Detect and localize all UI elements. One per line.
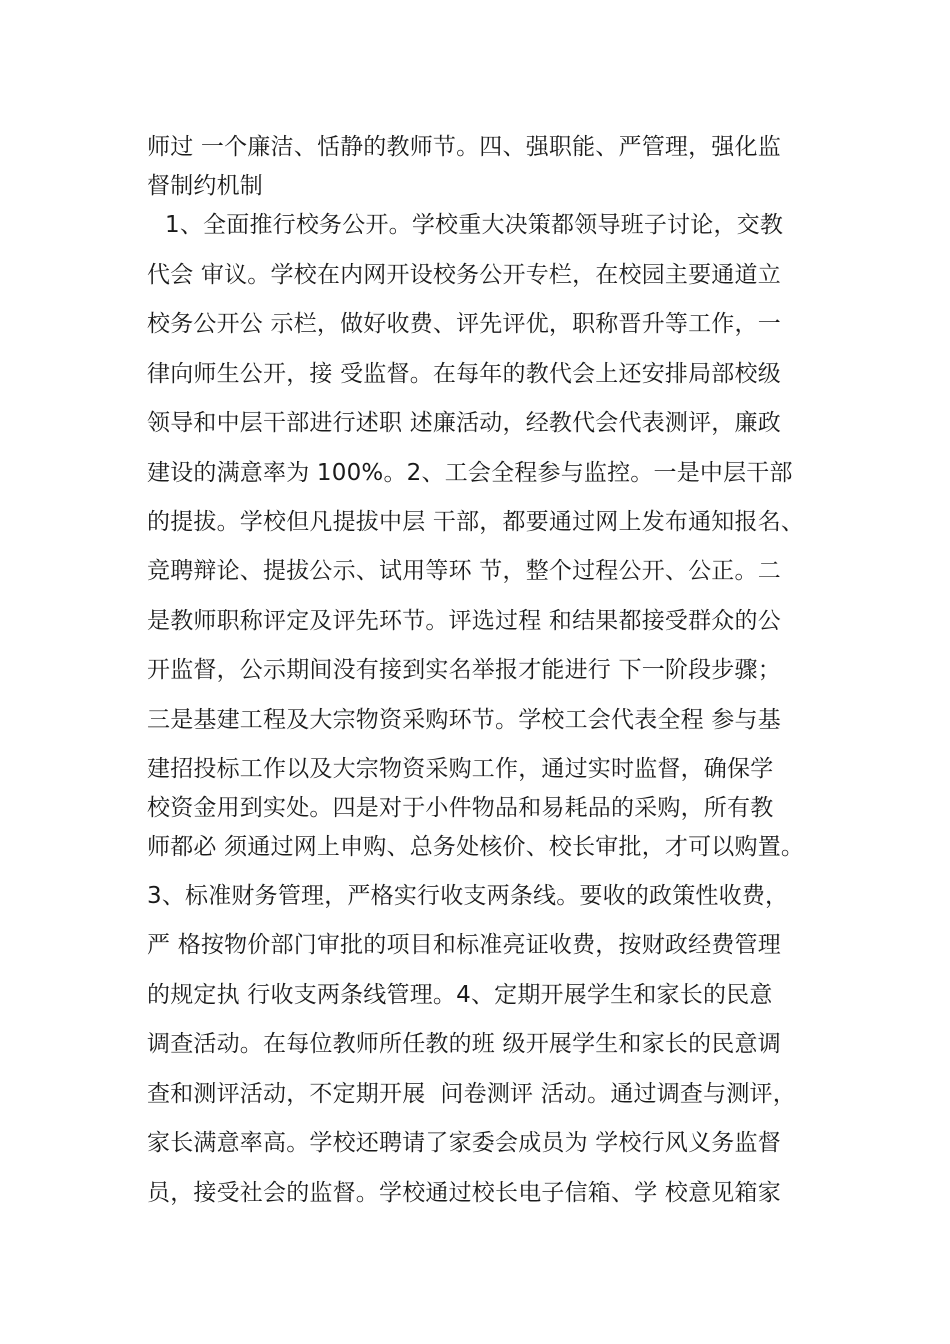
text-line: 查和测评活动，不定期开展 问卷测评 活动。通过调查与测评， xyxy=(147,1081,796,1107)
text-line: 律向师生公开，接 受监督。在每年的教代会上还安排局部校级 xyxy=(147,361,781,387)
text-line: 督制约机制 xyxy=(147,173,263,199)
text-line: 调查活动。在每位教师所任教的班 级开展学生和家长的民意调 xyxy=(147,1031,781,1057)
text-line: 领导和中层干部进行述职 述廉活动，经教代会代表测评，廉政 xyxy=(147,410,781,436)
text-line: 三是基建工程及大宗物资采购环节。学校工会代表全程 参与基 xyxy=(147,707,781,733)
text-line: 1、全面推行校务公开。学校重大决策都领导班子讨论，交教 xyxy=(150,212,784,238)
text-line: 严 格按物价部门审批的项目和标准亮证收费，按财政经费管理 xyxy=(147,932,781,958)
text-line: 建设的满意率为 100%。2、工会全程参与监控。一是中层干部 xyxy=(147,460,793,486)
text-line: 的规定执 行收支两条线管理。4、定期开展学生和家长的民意 xyxy=(147,982,773,1008)
text-line: 师都必 须通过网上申购、总务处核价、校长审批，才可以购置。 xyxy=(147,834,805,860)
text-line: 3、标准财务管理，严格实行收支两条线。要收的政策性收费， xyxy=(147,883,789,909)
text-line: 师过 一个廉洁、恬静的教师节。四、强职能、严管理，强化监 xyxy=(147,134,781,160)
text-line: 校资金用到实处。四是对于小件物品和易耗品的采购，所有教 xyxy=(147,795,774,821)
text-line: 是教师职称评定及评先环节。评选过程 和结果都接受群众的公 xyxy=(147,608,781,634)
text-line: 代会 审议。学校在内网开设校务公开专栏，在校园主要通道立 xyxy=(147,262,781,288)
text-line: 竞聘辩论、提拔公示、试用等环 节，整个过程公开、公正。二 xyxy=(147,558,781,584)
text-line: 家长满意率高。学校还聘请了家委会成员为 学校行风义务监督 xyxy=(147,1130,781,1156)
text-line: 建招投标工作以及大宗物资采购工作，通过实时监督，确保学 xyxy=(147,756,774,782)
text-line: 校务公开公 示栏，做好收费、评先评优，职称晋升等工作，一 xyxy=(147,311,781,337)
text-line: 开监督，公示期间没有接到实名举报才能进行 下一阶段步骤； xyxy=(147,657,781,683)
text-line: 的提拔。学校但凡提拔中层 干部，都要通过网上发布通知报名、 xyxy=(147,509,805,535)
text-line: 员，接受社会的监督。学校通过校长电子信箱、学 校意见箱家 xyxy=(147,1180,781,1206)
